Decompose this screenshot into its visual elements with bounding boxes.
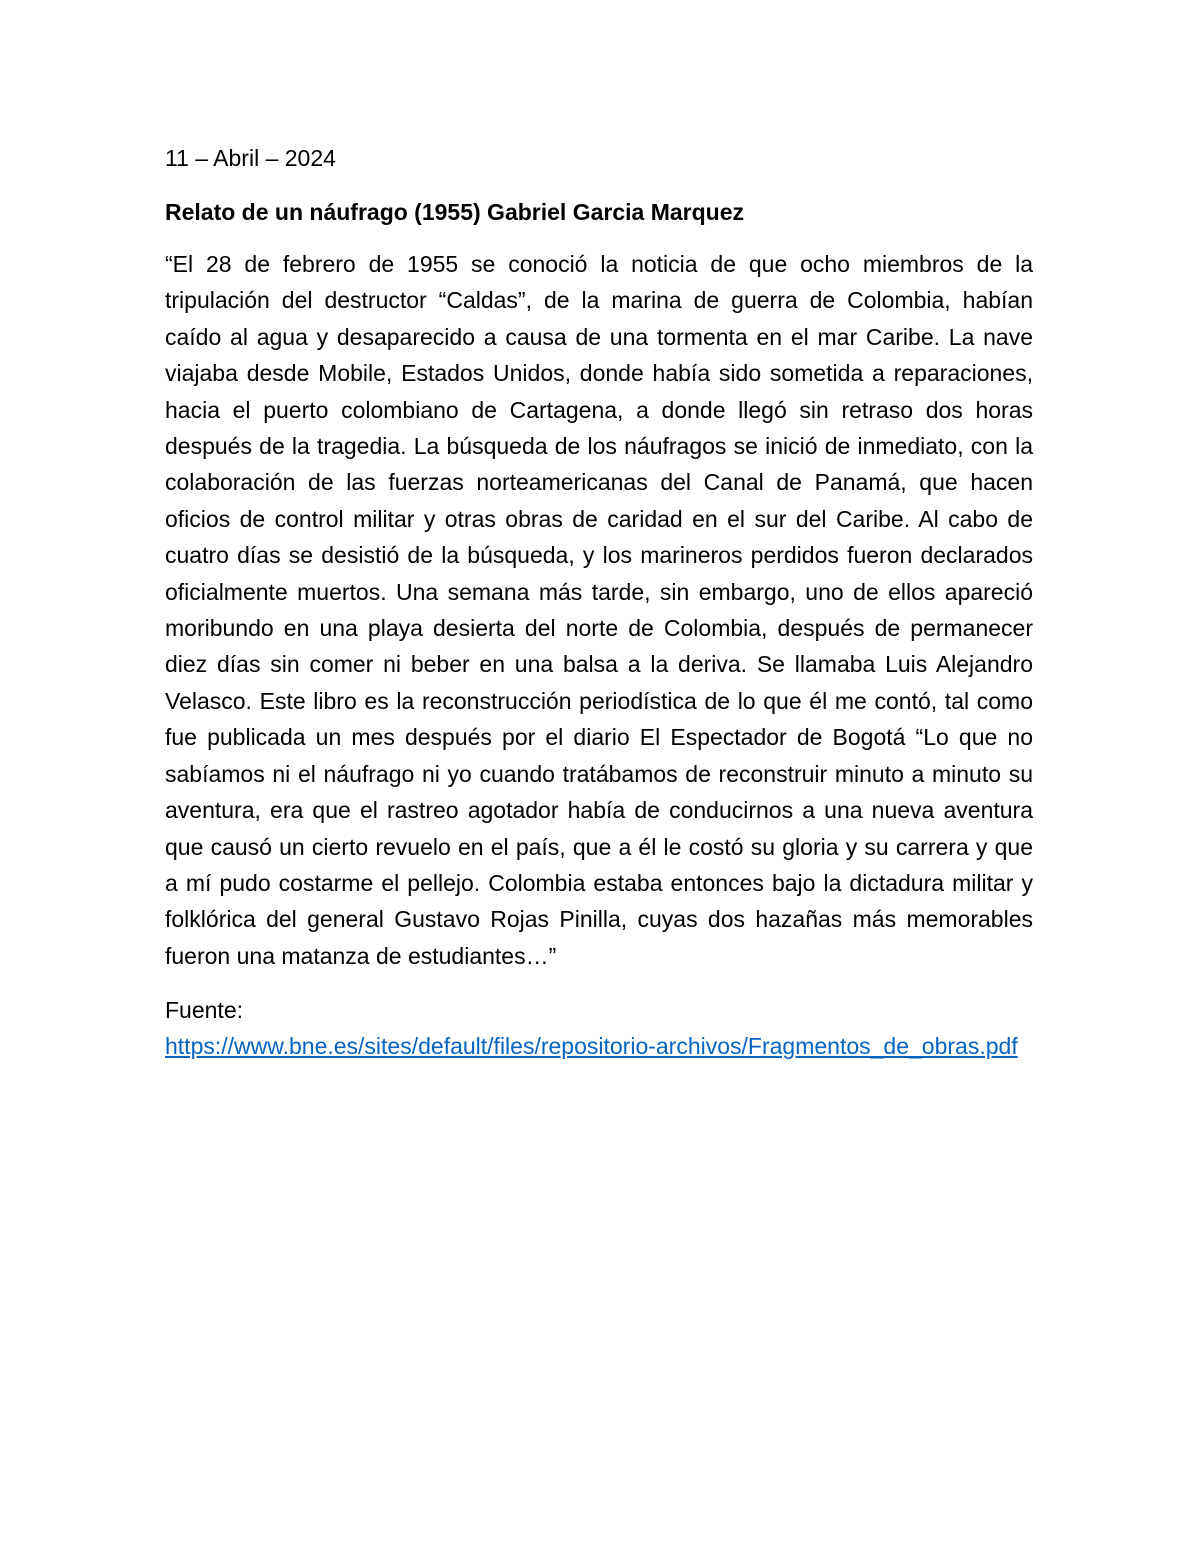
source-label: Fuente: — [165, 997, 243, 1024]
document-date: 11 – Abril – 2024 — [165, 145, 336, 171]
document-body: “El 28 de febrero de 1955 se conoció la noticia de que ocho miembros de la tripulación del destructor “Caldas”, de la marina de guerra de Colombia, habían caído al agua y desaparecido a causa de una tormenta en el mar Caribe. La nave viajaba desde Mobile, Estados Unidos, donde había sido sometida a reparaciones, hacia el puerto colombiano de Cartagena, a donde llegó sin retraso dos horas después de la tragedia. La búsqueda de los náufragos se inició de inmediato, con la colaboración de las fuerzas norteamericanas del Canal de Panamá, que hacen oficios de control militar y otras obras de caridad en el sur del Caribe. Al cabo de cuatro días se desistió de la búsqueda, y los marineros perdidos fueron declarados oficialmente muertos. Una semana más tarde, sin embargo, uno de ellos apareció moribundo en una playa desierta del norte de Colombia, después de permanecer diez días sin comer ni beber en una balsa a la deriva. Se llamaba Luis Alejandro Velasco. Este libro es la reconstrucción periodística de lo que él me contó, tal como fue publicada un mes después por el diario El Espectador de Bogotá “Lo que no sabíamos ni el náufrago ni yo cuando tratábamos de reconstruir minuto a minuto su aventura, era que el rastreo agotador había de conducirnos a una nueva aventura que causó un cierto revuelo en el país, que a él le costó su gloria y su carrera y que a mí pudo costarme el pellejo. Colombia estaba entonces bajo la dictadura militar y folklórica del general Gustavo Rojas Pinilla, cuyas dos hazañas más memorables fueron una matanza de estudiantes…” — [165, 251, 1033, 969]
document-content — [165, 140, 1033, 1064]
source-link[interactable]: https://www.bne.es/sites/default/files/repositorio-archivos/Fragmentos_de_obras.pdf — [165, 1033, 1018, 1060]
document-title: Relato de un náufrago (1955) Gabriel Garcia Marquez — [165, 199, 744, 225]
